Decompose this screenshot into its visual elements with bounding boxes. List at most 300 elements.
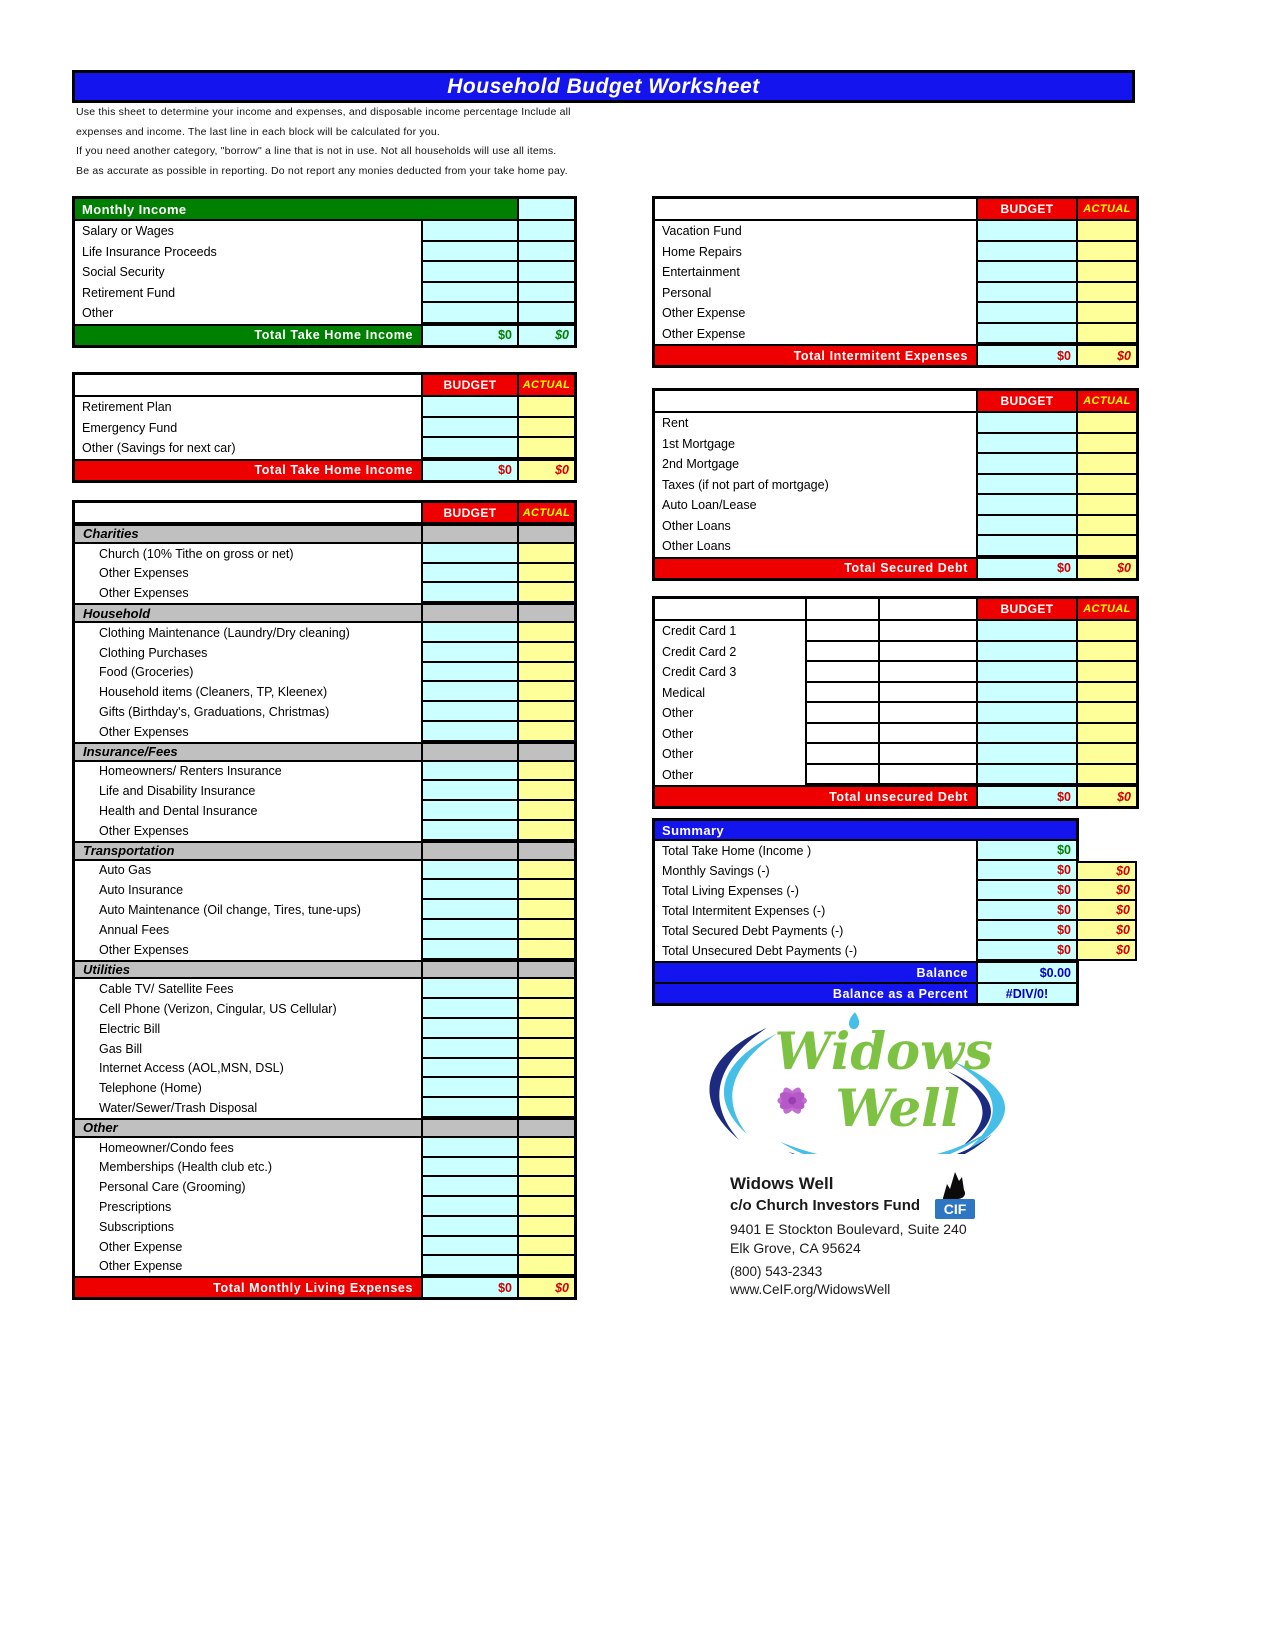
total-actual-value: $0 (1076, 346, 1136, 365)
budget-cell[interactable] (421, 242, 517, 263)
budget-cell[interactable] (421, 861, 517, 881)
row-label: Other (Savings for next car) (75, 438, 421, 459)
table-title: Secured Debts (655, 391, 976, 411)
actual-cell[interactable] (1076, 454, 1136, 475)
actual-cell[interactable] (517, 762, 574, 782)
subheader-actual-cell (517, 960, 574, 980)
actual-cell[interactable] (517, 1019, 574, 1039)
row-label: Credit Card 2 (655, 642, 805, 663)
actual-cell[interactable] (517, 1098, 574, 1118)
actual-cell[interactable] (517, 1078, 574, 1098)
subheader-budget-cell (421, 841, 517, 861)
subheader-actual-cell (517, 841, 574, 861)
row-label: Auto Loan/Lease (655, 495, 976, 516)
table-title: Intermitent Expenses (655, 199, 976, 219)
column-header-actual (1076, 391, 1136, 411)
row-label: Church (10% Tithe on gross or net) (75, 544, 421, 564)
instruction-line: expenses and income. The last line in each block will be calculated for you. (76, 125, 441, 138)
monthly-living-expenses-table (72, 500, 577, 1300)
actual-cell[interactable] (517, 242, 574, 263)
row-label: Other (655, 703, 805, 724)
budget-cell[interactable] (421, 1078, 517, 1098)
int-rate-cell[interactable] (805, 642, 878, 663)
actual-cell[interactable] (1076, 495, 1136, 516)
budget-cell[interactable] (421, 762, 517, 782)
row-label: Taxes (if not part of mortgage) (655, 475, 976, 496)
total-row-label: Total unsecured Debt (655, 787, 976, 806)
balance-value: $0.00 (976, 963, 1076, 982)
actual-cell[interactable] (517, 1138, 574, 1158)
column-header-actual (517, 503, 574, 522)
table-title: Unsecured Debt (655, 599, 805, 619)
instruction-line: Use this sheet to determine your income and expenses, and disposable income percentage Include all (76, 106, 571, 118)
summary-actual-column (1076, 861, 1137, 961)
budget-cell[interactable] (976, 662, 1076, 683)
budget-cell[interactable] (421, 643, 517, 663)
row-label: Household items (Cleaners, TP, Kleenex) (75, 682, 421, 702)
column-header-actual-label: ACTUAL (522, 506, 571, 519)
summary-budget-value: $0 (976, 941, 1076, 961)
row-label: Subscriptions (75, 1217, 421, 1237)
balance-percent-value: #DIV/0! (976, 984, 1076, 1003)
row-label: Internet Access (AOL,MSN, DSL) (75, 1059, 421, 1079)
actual-cell[interactable] (517, 221, 574, 242)
actual-cell[interactable] (1076, 475, 1136, 496)
actual-cell[interactable] (1076, 221, 1136, 242)
actual-cell[interactable] (517, 702, 574, 722)
actual-cell[interactable] (517, 1237, 574, 1257)
row-label: Other Expense (75, 1237, 421, 1257)
actual-cell[interactable] (517, 682, 574, 702)
column-header-actual (1076, 599, 1136, 619)
budget-cell[interactable] (976, 262, 1076, 283)
budget-cell[interactable] (421, 583, 517, 603)
contact-address2: Elk Grove, CA 95624 (730, 1239, 861, 1256)
budget-cell[interactable] (421, 920, 517, 940)
balance-cell[interactable] (878, 724, 976, 745)
summary-actual-value: $0 (1076, 901, 1137, 921)
contact-website[interactable]: www.CeIF.org/WidowsWell (730, 1282, 891, 1297)
unsecured-debt-table (652, 596, 1139, 809)
budget-cell[interactable] (421, 663, 517, 683)
column-header-actual (517, 199, 574, 219)
contact-block (730, 1174, 1060, 1297)
column-header-budget: BUDGET (976, 599, 1076, 619)
actual-cell[interactable] (517, 781, 574, 801)
budget-cell[interactable] (976, 475, 1076, 496)
actual-cell[interactable] (517, 801, 574, 821)
actual-cell[interactable] (1076, 765, 1136, 786)
row-label: Clothing Purchases (75, 643, 421, 663)
actual-cell[interactable] (517, 722, 574, 742)
contact-address1: 9401 E Stockton Boulevard, Suite 240 (730, 1221, 967, 1237)
row-label: Clothing Maintenance (Laundry/Dry cleaning) (75, 623, 421, 643)
title-banner (72, 70, 1135, 103)
actual-cell[interactable] (1076, 621, 1136, 642)
balance-cell[interactable] (878, 642, 976, 663)
summary-budget-value: $0 (976, 881, 1076, 901)
actual-cell[interactable] (1076, 242, 1136, 263)
total-actual-value: $0 (1076, 787, 1136, 806)
row-label: Other Expenses (75, 564, 421, 584)
flower-icon (777, 1085, 807, 1116)
subheader-budget-cell (421, 1118, 517, 1138)
row-label: 1st Mortgage (655, 434, 976, 455)
row-label: Retirement Plan (75, 397, 421, 418)
budget-cell[interactable] (976, 303, 1076, 324)
actual-cell[interactable] (517, 262, 574, 283)
balance-cell[interactable] (878, 683, 976, 704)
budget-cell[interactable] (421, 1098, 517, 1118)
budget-cell[interactable] (976, 765, 1076, 786)
budget-cell[interactable] (421, 1158, 517, 1178)
row-label: Cell Phone (Verizon, Cingular, US Cellular) (75, 999, 421, 1019)
actual-cell[interactable] (1076, 283, 1136, 304)
subheader-actual-cell (517, 742, 574, 762)
actual-cell[interactable] (517, 999, 574, 1019)
page-title: Household Budget Worksheet (447, 74, 760, 98)
summary-row-label: Total Take Home (Income ) (655, 841, 976, 861)
total-actual-value: $0 (517, 326, 574, 345)
column-header-actual (517, 375, 574, 395)
total-actual-value: $0 (1076, 559, 1136, 578)
budget-cell[interactable] (976, 703, 1076, 724)
budget-cell[interactable] (421, 283, 517, 304)
row-label: Other (75, 303, 421, 324)
category-subheader: Utilities (75, 960, 421, 980)
summary-table (652, 818, 1079, 1006)
total-actual-value: $0 (517, 461, 574, 480)
actual-cell[interactable] (517, 303, 574, 324)
row-label: Water/Sewer/Trash Disposal (75, 1098, 421, 1118)
summary-row-label: Total Living Expenses (-) (655, 881, 976, 901)
actual-cell[interactable] (517, 1177, 574, 1197)
summary-budget-value: $0 (976, 861, 1076, 881)
instruction-line: If you need another category, "borrow" a line that is not in use. Not all households will use all items. (76, 145, 557, 157)
row-label: Other Expense (75, 1256, 421, 1276)
int-rate-cell[interactable] (805, 703, 878, 724)
budget-cell[interactable] (421, 1217, 517, 1237)
intermitent-expenses-table (652, 196, 1139, 368)
row-label: Auto Insurance (75, 880, 421, 900)
budget-cell[interactable] (976, 413, 1076, 434)
subheader-budget-cell (421, 603, 517, 623)
actual-cell[interactable] (517, 861, 574, 881)
actual-cell[interactable] (517, 900, 574, 920)
widows-well-logo-graphic (690, 1006, 1024, 1154)
row-label: Prescriptions (75, 1197, 421, 1217)
row-label: Gifts (Birthday's, Graduations, Christmas) (75, 702, 421, 722)
budget-cell[interactable] (421, 821, 517, 841)
table-title: Monthly Living Expenses (75, 503, 421, 522)
widows-well-logo (690, 1006, 1024, 1154)
subheader-budget-cell (421, 524, 517, 544)
balance-percent-label: Balance as a Percent (655, 984, 976, 1003)
budget-cell[interactable] (421, 801, 517, 821)
balance-label: Balance (655, 963, 976, 982)
budget-cell[interactable] (421, 1197, 517, 1217)
total-row-label: Total Take Home Income (75, 461, 421, 480)
actual-cell[interactable] (517, 1197, 574, 1217)
budget-cell[interactable] (421, 1059, 517, 1079)
subheader-budget-cell (421, 742, 517, 762)
actual-cell[interactable] (1076, 413, 1136, 434)
row-label: Entertainment (655, 262, 976, 283)
actual-cell[interactable] (517, 418, 574, 439)
column-header-budget: BUDGET (421, 375, 517, 395)
budget-cell[interactable] (421, 781, 517, 801)
budget-cell[interactable] (421, 1039, 517, 1059)
actual-cell[interactable] (1076, 724, 1136, 745)
actual-cell[interactable] (1076, 642, 1136, 663)
int-rate-cell[interactable] (805, 621, 878, 642)
budget-cell[interactable] (421, 1256, 517, 1276)
row-label: Life and Disability Insurance (75, 781, 421, 801)
actual-cell[interactable] (517, 623, 574, 643)
actual-cell[interactable] (1076, 662, 1136, 683)
row-label: Auto Gas (75, 861, 421, 881)
budget-cell[interactable] (421, 702, 517, 722)
actual-cell[interactable] (517, 1158, 574, 1178)
actual-cell[interactable] (517, 583, 574, 603)
row-label: Annual Fees (75, 920, 421, 940)
row-label: Other Expense (655, 303, 976, 324)
row-label: Telephone (Home) (75, 1078, 421, 1098)
column-header-actual-label: ACTUAL (1083, 603, 1131, 615)
budget-cell[interactable] (421, 1138, 517, 1158)
instruction-line: Be as accurate as possible in reporting. Do not report any monies deducted from your take home pay. (76, 164, 568, 177)
total-budget-value: $0 (976, 787, 1076, 806)
row-label: Food (Groceries) (75, 663, 421, 683)
column-header-actual-label: ACTUAL (522, 379, 571, 391)
summary-actual-value: $0 (1076, 861, 1137, 881)
budget-cell[interactable] (421, 722, 517, 742)
monthly-income-table (72, 196, 577, 348)
balance-cell[interactable] (878, 744, 976, 765)
row-label: Cable TV/ Satellite Fees (75, 979, 421, 999)
category-subheader: Charities (75, 524, 421, 544)
row-label: Personal Care (Grooming) (75, 1177, 421, 1197)
total-budget-value: $0 (421, 326, 517, 345)
actual-cell[interactable] (517, 438, 574, 459)
total-budget-value: $0 (976, 559, 1076, 578)
category-subheader: Insurance/Fees (75, 742, 421, 762)
column-header-actual-label: ACTUAL (1083, 203, 1131, 215)
budget-cell[interactable] (421, 623, 517, 643)
row-label: Auto Maintenance (Oil change, Tires, tune-ups) (75, 900, 421, 920)
actual-cell[interactable] (517, 1039, 574, 1059)
category-subheader: Household (75, 603, 421, 623)
actual-cell[interactable] (517, 821, 574, 841)
actual-cell[interactable] (517, 1217, 574, 1237)
total-row-label: Total Secured Debt (655, 559, 976, 578)
budget-cell[interactable] (421, 999, 517, 1019)
row-label: Other Expenses (75, 940, 421, 960)
budget-cell[interactable] (421, 221, 517, 242)
total-budget-value: $0 (976, 346, 1076, 365)
budget-cell[interactable] (421, 564, 517, 584)
actual-cell[interactable] (517, 564, 574, 584)
row-label: Home Repairs (655, 242, 976, 263)
row-label: Social Security (75, 262, 421, 283)
actual-cell[interactable] (1076, 744, 1136, 765)
balance-cell[interactable] (878, 765, 976, 786)
budget-cell[interactable] (976, 621, 1076, 642)
budget-cell[interactable] (976, 454, 1076, 475)
budget-cell[interactable] (421, 418, 517, 439)
logo-word-widows: Widows (774, 1022, 993, 1083)
row-label: Medical (655, 683, 805, 704)
table-title: Monthly Savings (75, 375, 421, 395)
actual-cell[interactable] (517, 544, 574, 564)
contact-care-of: c/o Church Investors Fund (730, 1197, 921, 1214)
actual-cell[interactable] (517, 979, 574, 999)
actual-cell[interactable] (517, 1059, 574, 1079)
budget-cell[interactable] (421, 979, 517, 999)
actual-cell[interactable] (517, 880, 574, 900)
column-header-budget: BUDGET (976, 199, 1076, 219)
row-label: Retirement Fund (75, 283, 421, 304)
budget-cell[interactable] (421, 544, 517, 564)
budget-cell[interactable] (976, 495, 1076, 516)
row-label: Credit Card 3 (655, 662, 805, 683)
budget-cell[interactable] (976, 642, 1076, 663)
actual-cell[interactable] (517, 920, 574, 940)
instructions-block (76, 106, 676, 184)
budget-cell[interactable] (976, 434, 1076, 455)
budget-cell[interactable] (976, 516, 1076, 537)
row-label: Other Loans (655, 536, 976, 557)
summary-budget-value: $0 (976, 921, 1076, 941)
row-label: Homeowner/Condo fees (75, 1138, 421, 1158)
budget-cell[interactable] (976, 221, 1076, 242)
table-title: Monthly Income (82, 201, 187, 217)
actual-cell[interactable] (517, 663, 574, 683)
total-budget-value: $0 (421, 461, 517, 480)
actual-cell[interactable] (1076, 536, 1136, 557)
actual-cell[interactable] (1076, 516, 1136, 537)
subheader-actual-cell (517, 524, 574, 544)
budget-cell[interactable] (421, 1019, 517, 1039)
budget-cell[interactable] (421, 1237, 517, 1257)
balance-cell[interactable] (878, 703, 976, 724)
budget-cell[interactable] (976, 242, 1076, 263)
budget-cell[interactable] (976, 744, 1076, 765)
row-label: Other Expense (655, 324, 976, 345)
column-header-int-rate: Int. Rate (805, 599, 878, 619)
summary-budget-value: $0 (976, 841, 1076, 861)
budget-cell[interactable] (421, 1177, 517, 1197)
subheader-budget-cell (421, 960, 517, 980)
row-label: Rent (655, 413, 976, 434)
actual-cell[interactable] (1076, 683, 1136, 704)
row-label: Emergency Fund (75, 418, 421, 439)
row-label: Electric Bill (75, 1019, 421, 1039)
total-budget-value: $0 (421, 1278, 517, 1297)
actual-cell[interactable] (1076, 303, 1136, 324)
contact-phone: (800) 543-2343 (730, 1264, 823, 1279)
row-label: Health and Dental Insurance (75, 801, 421, 821)
actual-cell[interactable] (1076, 434, 1136, 455)
summary-budget-value: $0 (976, 901, 1076, 921)
actual-cell[interactable] (517, 397, 574, 418)
budget-cell[interactable] (421, 900, 517, 920)
budget-cell[interactable] (976, 536, 1076, 557)
actual-cell[interactable] (517, 940, 574, 960)
budget-cell[interactable] (976, 683, 1076, 704)
logo-word-well: Well (835, 1079, 960, 1140)
summary-row-label: Total Intermitent Expenses (-) (655, 901, 976, 921)
column-header-budget: BUDGET (421, 503, 517, 522)
budget-cell[interactable] (421, 303, 517, 324)
summary-actual-value: $0 (1076, 881, 1137, 901)
subheader-actual-cell (517, 1118, 574, 1138)
row-label: Homeowners/ Renters Insurance (75, 762, 421, 782)
category-subheader: Other (75, 1118, 421, 1138)
subheader-actual-cell (517, 603, 574, 623)
budget-cell[interactable] (421, 438, 517, 459)
budget-cell[interactable] (421, 880, 517, 900)
summary-row-label: Total Unsecured Debt Payments (-) (655, 941, 976, 961)
actual-cell[interactable] (1076, 703, 1136, 724)
budget-cell[interactable] (976, 283, 1076, 304)
monthly-savings-table (72, 372, 577, 483)
int-rate-cell[interactable] (805, 724, 878, 745)
actual-cell[interactable] (1076, 262, 1136, 283)
contact-name: Widows Well (730, 1174, 834, 1193)
row-label: Gas Bill (75, 1039, 421, 1059)
int-rate-cell[interactable] (805, 662, 878, 683)
balance-cell[interactable] (878, 662, 976, 683)
summary-actual-value: $0 (1076, 921, 1137, 941)
budget-cell[interactable] (421, 682, 517, 702)
balance-cell[interactable] (878, 621, 976, 642)
total-actual-value: $0 (517, 1278, 574, 1297)
actual-cell[interactable] (1076, 324, 1136, 345)
column-header-balance: Balance (878, 599, 976, 619)
summary-title: Summary (662, 822, 725, 838)
column-header-budget: BUDGET (976, 391, 1076, 411)
row-label: Other (655, 765, 805, 786)
total-row-label: Total Take Home Income (75, 326, 421, 345)
row-label: Other Expenses (75, 722, 421, 742)
actual-cell[interactable] (517, 643, 574, 663)
row-label: Other Expenses (75, 821, 421, 841)
row-label: Other (655, 724, 805, 745)
row-label: Other Loans (655, 516, 976, 537)
secured-debts-table (652, 388, 1139, 581)
summary-row-label: Total Secured Debt Payments (-) (655, 921, 976, 941)
column-header-actual (1076, 199, 1136, 219)
row-label: Other (655, 744, 805, 765)
int-rate-cell[interactable] (805, 765, 878, 786)
budget-cell[interactable] (976, 724, 1076, 745)
budget-cell[interactable] (421, 940, 517, 960)
summary-actual-value: $0 (1076, 941, 1137, 961)
actual-cell[interactable] (517, 1256, 574, 1276)
summary-row-label: Monthly Savings (-) (655, 861, 976, 881)
row-label: Personal (655, 283, 976, 304)
budget-cell[interactable] (421, 262, 517, 283)
row-label: Memberships (Health club etc.) (75, 1158, 421, 1178)
budget-cell[interactable] (421, 397, 517, 418)
actual-cell[interactable] (517, 283, 574, 304)
int-rate-cell[interactable] (805, 683, 878, 704)
int-rate-cell[interactable] (805, 744, 878, 765)
category-subheader: Transportation (75, 841, 421, 861)
budget-cell[interactable] (976, 324, 1076, 345)
row-label: Credit Card 1 (655, 621, 805, 642)
